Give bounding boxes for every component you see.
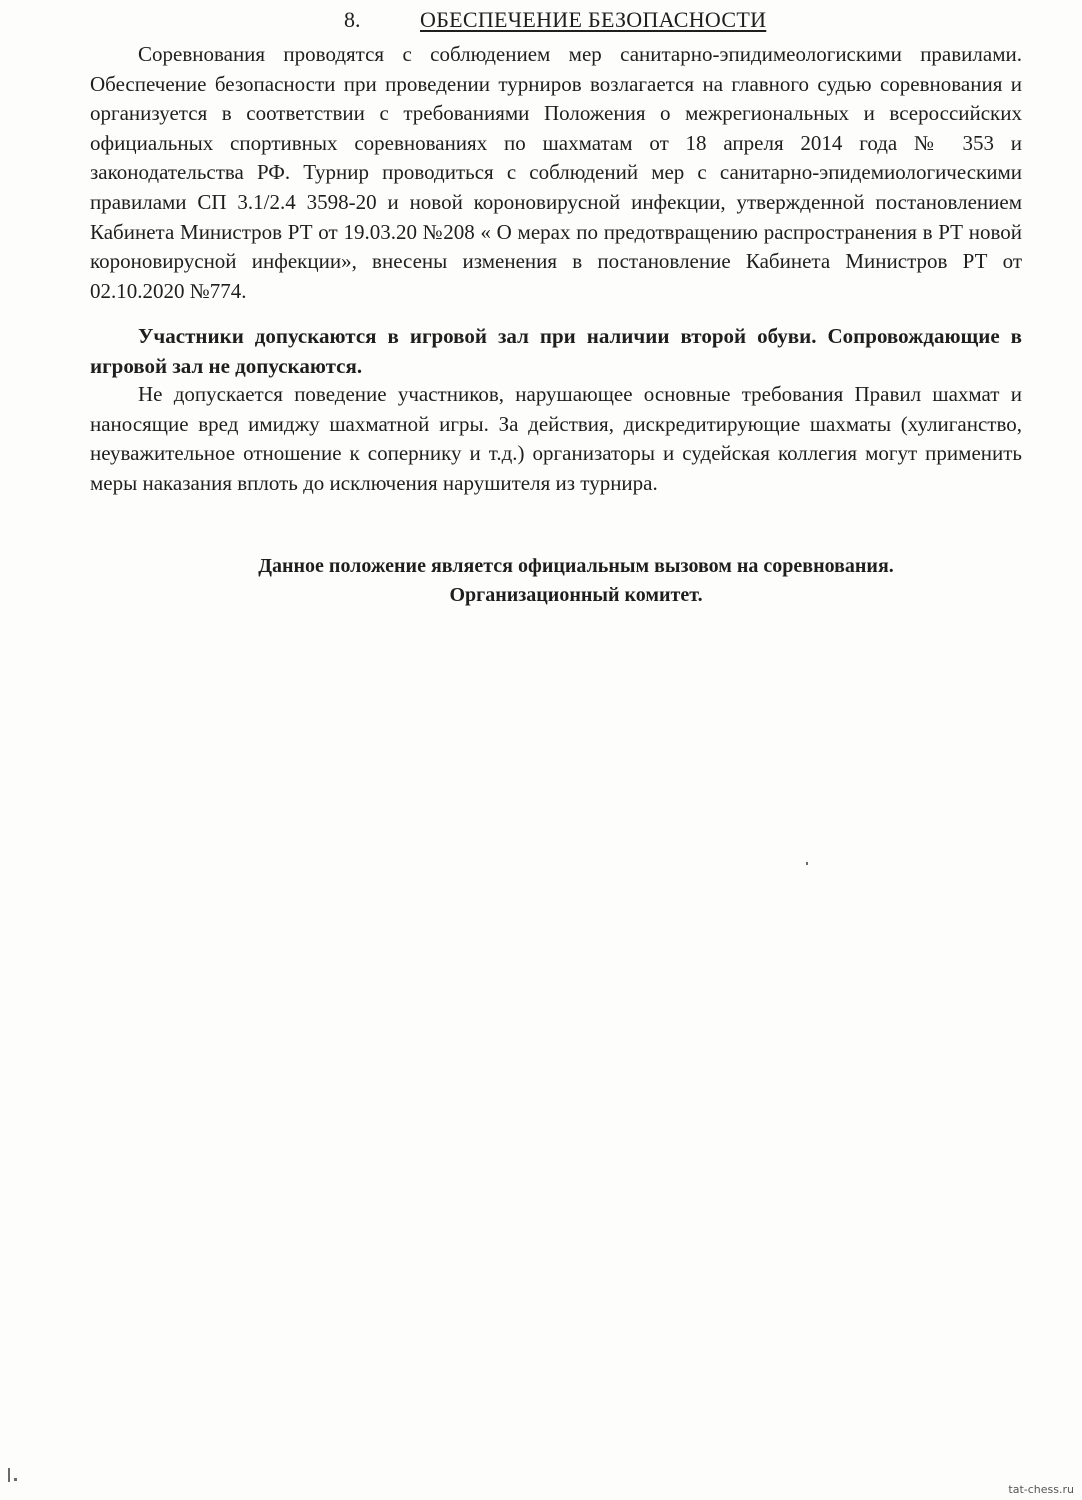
paragraph-safety-rules: Соревнования проводятся с соблюдением мер санитарно-эпидимеологискими правилами. Обеспечение безопасности при проведении турниров возлагается на главного судью соревнования и организуется в соответствии с требованиями Положения о межрегиональных и всероссийских официальных спортивных соревнованиях по шахматам от 18 апреля 2014 года № 353 и законодательства РФ. Турнир проводиться с соблюдений мер с санитарно-эпидемиологическими правилами СП 3.1/2.4 3598-20 и новой короновирусной инфекции, утвержденной постановлением Кабинета Министров РТ от 19.03.20 №208 « О мерах по предотвращению распространения в РТ новой короновирусной инфекции», внесены изменения в постановление Кабинета Министров РТ от 02.10.2020 №774. [90,42,1022,303]
scan-speck [8,1468,10,1482]
scan-speck [14,1478,17,1481]
closing-signature: Организационный комитет. [449,584,703,606]
closing-statement: Данное положение является официальным вызовом на соревнования. [258,555,894,577]
section-title: ОБЕСПЕЧЕНИЕ БЕЗОПАСНОСТИ [420,7,767,32]
scan-speck [806,862,808,865]
section-number: 8. [344,7,361,32]
paragraph-conduct: Не допускается поведение участников, нарушающее основные требования Правил шахмат и наносящие вред имиджу шахматной игры. За действия, дискредитирующие шахматы (хулиганство, неуважительное отношение к сопернику и т.д.) организаторы и судейская коллегия могут применить меры наказания вплоть до исключения нарушителя из турнира. [90,382,1022,495]
paragraph-hall-admission: Участники допускаются в игровой зал при наличии второй обуви. Сопровождающие в игровой зал не допускаются. [90,324,1022,378]
watermark: tat-chess.ru [1008,1483,1074,1496]
